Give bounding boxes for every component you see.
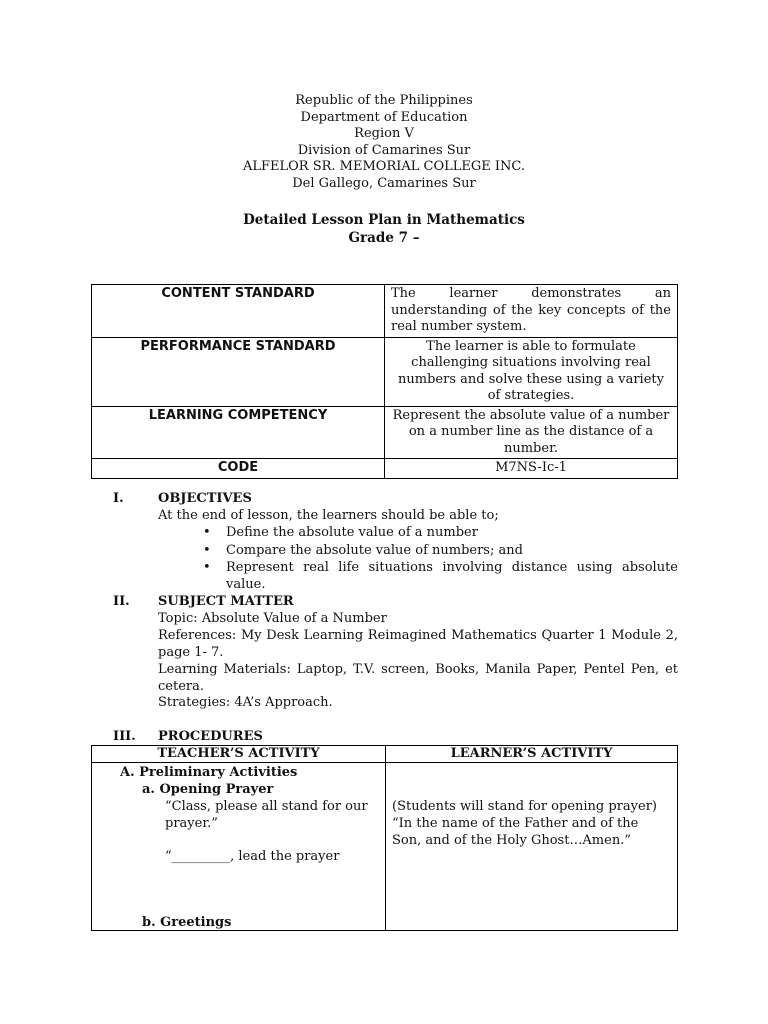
subject-matter-number: II. — [113, 594, 130, 609]
header-department: Department of Education — [300, 109, 468, 125]
learner-response-line3: Son, and of the Holy Ghost…Amen.” — [392, 833, 631, 848]
table-row — [92, 763, 678, 931]
header-school: ALFELOR SR. MEMORIAL COLLEGE INC. — [242, 159, 526, 174]
performance-standard-label: PERFORMANCE STANDARD — [92, 337, 385, 406]
objective-text: Define the absolute value of a number — [226, 525, 478, 540]
grade-label: Grade 7 – — [348, 230, 420, 246]
topic-line: Topic: Absolute Value of a Number — [158, 611, 387, 626]
table-row — [92, 459, 678, 479]
materials-line: Learning Materials: Laptop, T.V. screen, Books, Manila Paper, Pentel Pen, et cetera. — [158, 662, 678, 694]
bullet-glyph: • — [203, 560, 211, 575]
code-value: M7NS-Ic-1 — [385, 459, 678, 479]
table-row — [92, 285, 678, 338]
teacher-instruction-line1: “Class, please all stand for our — [165, 799, 368, 814]
lesson-plan-title: Detailed Lesson Plan in Mathematics — [243, 212, 525, 228]
bullet-glyph: • — [203, 525, 211, 540]
header-country: Republic of the Philippines — [295, 93, 473, 108]
table-header-row — [92, 746, 678, 763]
objective-text: Compare the absolute value of numbers; and — [226, 543, 523, 558]
objective-text: Represent real life situations involving distance using absolute value. — [226, 560, 678, 592]
teacher-activity-cell — [92, 763, 386, 931]
table-row — [92, 337, 678, 406]
header-division: Division of Camarines Sur — [297, 142, 471, 158]
bullet-glyph: • — [203, 543, 211, 558]
objectives-number: I. — [113, 491, 124, 506]
learner-activity-header: LEARNER’S ACTIVITY — [386, 746, 678, 763]
learning-competency-label: LEARNING COMPETENCY — [92, 406, 385, 459]
code-label: CODE — [92, 459, 385, 479]
learner-response-line2: “In the name of the Father and of the — [392, 816, 639, 831]
references-line: References: My Desk Learning Reimagined Mathematics Quarter 1 Module 2, page 1- 7. — [158, 628, 678, 660]
teacher-lead-prayer: “_________, lead the prayer — [165, 849, 340, 864]
opening-prayer-label: a. Opening Prayer — [142, 782, 274, 797]
learner-activity-cell — [386, 763, 678, 931]
procedures-number: III. — [113, 729, 136, 744]
teacher-activity-header: TEACHER’S ACTIVITY — [92, 746, 386, 763]
procedures-heading: PROCEDURES — [158, 729, 263, 744]
procedures-table — [91, 745, 678, 931]
strategies-line: Strategies: 4A’s Approach. — [158, 695, 333, 710]
table-row — [92, 406, 678, 459]
content-standard-value: The learner demonstrates an understanding of the key concepts of the real number system. — [385, 285, 678, 338]
objectives-intro: At the end of lesson, the learners should be able to; — [158, 508, 499, 523]
subject-matter-heading: SUBJECT MATTER — [158, 594, 294, 609]
learner-response-line1: (Students will stand for opening prayer) — [392, 799, 657, 814]
greetings-label: b. Greetings — [142, 915, 232, 930]
header-region: Region V — [354, 126, 414, 141]
objectives-heading: OBJECTIVES — [158, 491, 252, 506]
content-standard-label: CONTENT STANDARD — [92, 285, 385, 338]
header-location: Del Gallego, Camarines Sur — [292, 175, 476, 191]
performance-standard-value: The learner is able to formulate challenging situations involving real numbers and solve these using a variety of strategies. — [385, 337, 678, 406]
preliminary-activities: A. Preliminary Activities — [120, 765, 298, 780]
teacher-instruction-line2: prayer.” — [165, 816, 218, 831]
learning-competency-value: Represent the absolute value of a number on a number line as the distance of a number. — [385, 406, 678, 459]
standards-table — [91, 284, 678, 479]
lesson-title — [0, 211, 768, 247]
document-header — [0, 93, 768, 192]
